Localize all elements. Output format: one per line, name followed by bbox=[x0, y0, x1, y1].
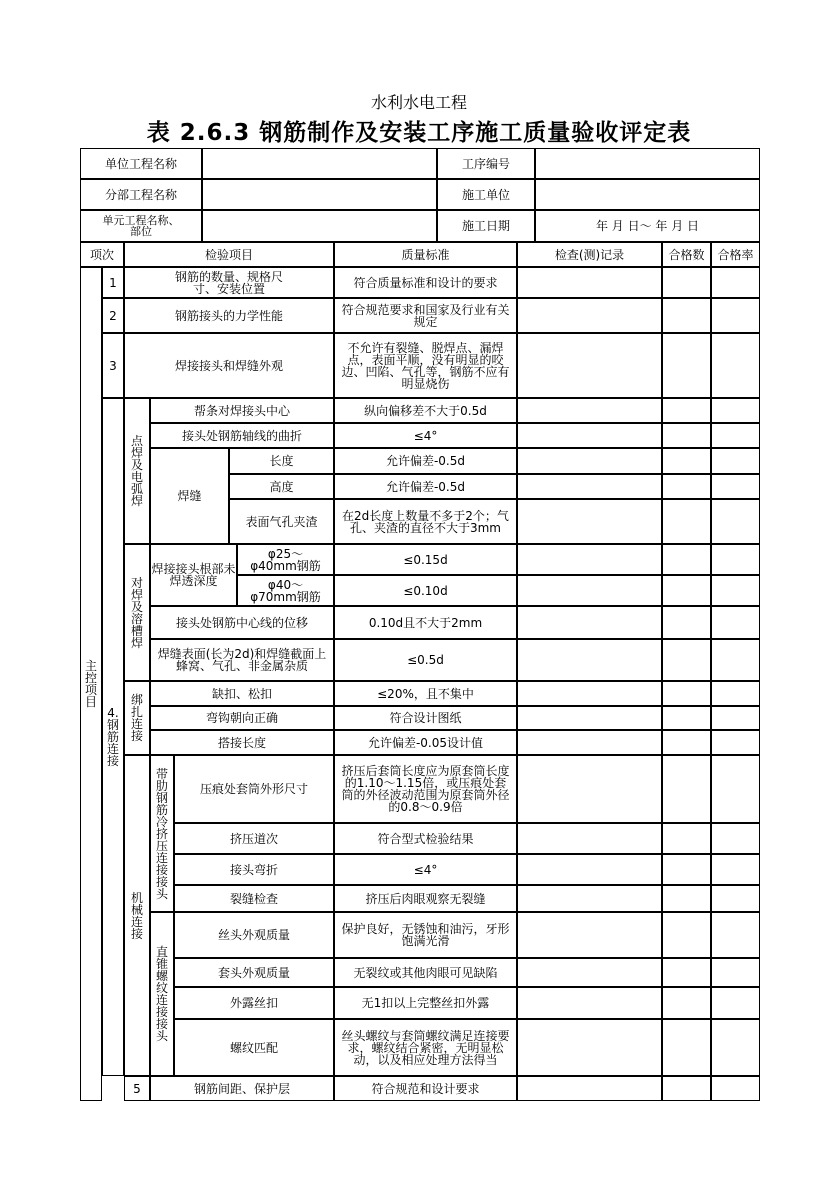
contractor-label bbox=[437, 179, 535, 210]
document-title: 表 2.6.3 钢筋制作及安装工序施工质量验收评定表 bbox=[146, 120, 692, 146]
date-label-text: 施工日期 bbox=[461, 219, 510, 233]
group-cold-press bbox=[150, 755, 174, 912]
inspection-item-text: 接头弯折 bbox=[229, 862, 278, 877]
record-input[interactable] bbox=[517, 681, 662, 706]
inspection-item bbox=[150, 423, 334, 448]
date-label bbox=[437, 210, 535, 242]
quality-standard bbox=[334, 823, 517, 854]
quality-standard bbox=[334, 987, 517, 1019]
quality-standard-text: 无1扣以上完整丝扣外露 bbox=[361, 996, 490, 1010]
quality-standard bbox=[334, 398, 517, 423]
group-butt-weld bbox=[124, 544, 150, 681]
qualified-count-input[interactable] bbox=[662, 987, 711, 1019]
quality-standard bbox=[334, 958, 517, 987]
qualified-count-input[interactable] bbox=[662, 267, 711, 298]
inspection-item bbox=[237, 575, 334, 606]
sub-project-label-text: 分部工程名称 bbox=[104, 187, 177, 202]
qualified-count-input[interactable] bbox=[662, 1076, 711, 1101]
qualified-rate-input[interactable] bbox=[711, 398, 760, 423]
unit-project-label-text: 单位工程名称 bbox=[104, 156, 177, 171]
qualified-rate-input[interactable] bbox=[711, 267, 760, 298]
qualified-rate-input[interactable] bbox=[711, 474, 760, 499]
qualified-rate-input[interactable] bbox=[711, 681, 760, 706]
record-input[interactable] bbox=[517, 706, 662, 730]
quality-standard-text: 允许偏差-0.05设计值 bbox=[367, 735, 484, 750]
qualified-rate-input[interactable] bbox=[711, 544, 760, 575]
col-inspection-text: 检验项目 bbox=[204, 247, 253, 262]
inspection-item-text: 弯钩朝向正确 bbox=[205, 711, 278, 725]
quality-standard-text: 符合设计图纸 bbox=[389, 711, 462, 725]
inspection-item-text: 高度 bbox=[269, 479, 294, 494]
inspection-item-text: 钢筋接头的力学性能 bbox=[174, 308, 283, 323]
qualified-rate-input[interactable] bbox=[711, 423, 760, 448]
quality-standard bbox=[334, 333, 517, 398]
inspection-item bbox=[174, 958, 334, 987]
qualified-rate-input[interactable] bbox=[711, 987, 760, 1019]
quality-standard-text: 无裂纹或其他肉眼可见缺陷 bbox=[353, 965, 498, 980]
record-input[interactable] bbox=[517, 912, 662, 958]
sub-project-input[interactable] bbox=[202, 179, 437, 210]
item-no: 5 bbox=[124, 1076, 150, 1101]
record-input[interactable] bbox=[517, 333, 662, 398]
inspection-item-text: 表面气孔夹渣 bbox=[245, 514, 318, 529]
quality-standard bbox=[334, 681, 517, 706]
qualified-count-input[interactable] bbox=[662, 854, 711, 885]
inspection-item bbox=[124, 267, 334, 298]
qualified-rate-input[interactable] bbox=[711, 854, 760, 885]
inspection-item bbox=[174, 1019, 334, 1076]
qualified-rate-input[interactable] bbox=[711, 885, 760, 912]
col-qualified-text: 合格数 bbox=[668, 247, 705, 262]
inspection-item-text: 缺扣、松扣 bbox=[211, 686, 272, 701]
col-standard-text: 质量标准 bbox=[401, 247, 450, 262]
col-qualified bbox=[662, 242, 711, 267]
record-input[interactable] bbox=[517, 544, 662, 575]
qualified-count-input[interactable] bbox=[662, 448, 711, 474]
process-no-label bbox=[437, 148, 535, 179]
record-input[interactable] bbox=[517, 823, 662, 854]
col-item bbox=[80, 242, 124, 267]
col-record bbox=[517, 242, 662, 267]
record-input[interactable] bbox=[517, 474, 662, 499]
quality-standard-text: 允许偏差-0.5d bbox=[385, 454, 466, 468]
qualified-rate-input[interactable] bbox=[711, 606, 760, 639]
quality-standard bbox=[334, 639, 517, 681]
quality-standard bbox=[334, 298, 517, 333]
record-input[interactable] bbox=[517, 267, 662, 298]
quality-standard-text: 0.10d且不大于2mm bbox=[368, 615, 483, 630]
process-no-label-text: 工序编号 bbox=[461, 156, 510, 171]
inspection-item bbox=[229, 499, 334, 544]
group-weld-seam-text: 焊缝 bbox=[177, 489, 202, 503]
inspection-item bbox=[229, 448, 334, 474]
record-input[interactable] bbox=[517, 854, 662, 885]
qualified-count-input[interactable] bbox=[662, 499, 711, 544]
group-steel-joint-text: 4.钢筋连接 bbox=[106, 706, 119, 768]
record-input[interactable] bbox=[517, 755, 662, 823]
date-value bbox=[535, 210, 760, 242]
quality-standard bbox=[334, 423, 517, 448]
record-input[interactable] bbox=[517, 958, 662, 987]
qualified-count-input[interactable] bbox=[662, 730, 711, 755]
process-no-input[interactable] bbox=[535, 148, 760, 179]
group-main-control bbox=[80, 267, 102, 1101]
quality-standard bbox=[334, 1019, 517, 1076]
col-standard bbox=[334, 242, 517, 267]
sub-project-label bbox=[80, 179, 202, 210]
qualified-count-input[interactable] bbox=[662, 398, 711, 423]
col-rate bbox=[711, 242, 760, 267]
quality-standard bbox=[334, 1076, 517, 1101]
inspection-item bbox=[174, 885, 334, 912]
item-no: 2 bbox=[102, 298, 124, 333]
element-label-text: 单元工程名称、部位 bbox=[102, 214, 180, 238]
record-input[interactable] bbox=[517, 606, 662, 639]
inspection-item-text: 钢筋间距、保护层 bbox=[193, 1081, 290, 1096]
quality-standard-text: 符合规范要求和国家及行业有关规定 bbox=[341, 302, 510, 329]
qualified-count-input[interactable] bbox=[662, 681, 711, 706]
quality-standard-text: 符合型式检验结果 bbox=[377, 831, 474, 846]
inspection-item bbox=[150, 398, 334, 423]
inspection-item-text: 挤压道次 bbox=[229, 831, 278, 846]
inspection-item-text: 搭接长度 bbox=[217, 735, 266, 750]
inspection-item-text: 丝头外观质量 bbox=[217, 928, 290, 942]
quality-standard bbox=[334, 885, 517, 912]
qualified-rate-input[interactable] bbox=[711, 639, 760, 681]
qualified-rate-input[interactable] bbox=[711, 706, 760, 730]
inspection-item-text: 钢筋的数量、规格尺寸、安装位置 bbox=[174, 269, 283, 296]
record-input[interactable] bbox=[517, 639, 662, 681]
qualified-rate-input[interactable] bbox=[711, 333, 760, 398]
quality-standard bbox=[334, 575, 517, 606]
quality-standard bbox=[334, 474, 517, 499]
inspection-item-text: 焊缝表面(长为2d)和焊缝截面上蜂窝、气孔、非金属杂质 bbox=[157, 647, 327, 673]
group-binding-text: 绑扎连接 bbox=[130, 693, 143, 743]
quality-standard-text: 挤压后套筒长度应为原套筒长度的1.10～1.15倍，或压痕处套筒的外径波动范围为原套筒外径的0.8～0.9倍 bbox=[341, 764, 510, 814]
element-label bbox=[80, 210, 202, 242]
qualified-count-input[interactable] bbox=[662, 333, 711, 398]
qualified-rate-input[interactable] bbox=[711, 298, 760, 333]
inspection-item bbox=[150, 681, 334, 706]
record-input[interactable] bbox=[517, 1076, 662, 1101]
inspection-item-text: φ40～φ70mm钢筋 bbox=[250, 577, 321, 604]
quality-standard-text: ≤0.10d bbox=[403, 583, 448, 598]
quality-standard bbox=[334, 912, 517, 958]
qualified-rate-input[interactable] bbox=[711, 755, 760, 823]
record-input[interactable] bbox=[517, 575, 662, 606]
quality-standard-text: ≤0.5d bbox=[407, 653, 444, 667]
quality-standard-text: 符合质量标准和设计的要求 bbox=[353, 275, 498, 290]
inspection-item bbox=[174, 987, 334, 1019]
quality-standard bbox=[334, 706, 517, 730]
inspection-item bbox=[237, 544, 334, 575]
inspection-item-text: 焊接接头和焊缝外观 bbox=[174, 358, 283, 373]
quality-standard-text: ≤4° bbox=[413, 862, 438, 877]
qualified-count-input[interactable] bbox=[662, 755, 711, 823]
record-input[interactable] bbox=[517, 398, 662, 423]
group-taper-thread-text: 直锥螺纹连接接头 bbox=[155, 945, 168, 1043]
qualified-rate-input[interactable] bbox=[711, 448, 760, 474]
qualified-count-input[interactable] bbox=[662, 298, 711, 333]
quality-standard-text: 纵向偏移差不大于0.5d bbox=[364, 403, 487, 418]
qualified-count-input[interactable] bbox=[662, 958, 711, 987]
quality-standard-text: ≤0.15d bbox=[403, 552, 448, 567]
qualified-count-input[interactable] bbox=[662, 544, 711, 575]
quality-standard bbox=[334, 267, 517, 298]
inspection-item-text: 接头处钢筋中心线的位移 bbox=[175, 615, 308, 630]
inspection-item bbox=[124, 298, 334, 333]
quality-standard-text: ≤4° bbox=[413, 428, 438, 443]
qualified-count-input[interactable] bbox=[662, 606, 711, 639]
group-weld-seam bbox=[150, 448, 229, 544]
record-input[interactable] bbox=[517, 1019, 662, 1076]
record-input[interactable] bbox=[517, 730, 662, 755]
qualified-count-input[interactable] bbox=[662, 639, 711, 681]
inspection-item bbox=[150, 1076, 334, 1101]
inspection-item bbox=[150, 606, 334, 639]
record-input[interactable] bbox=[517, 423, 662, 448]
qualified-rate-input[interactable] bbox=[711, 575, 760, 606]
qualified-count-input[interactable] bbox=[662, 823, 711, 854]
quality-standard-text: ≤20%，且不集中 bbox=[377, 686, 474, 701]
qualified-count-input[interactable] bbox=[662, 575, 711, 606]
inspection-item-text: 套头外观质量 bbox=[217, 965, 290, 980]
group-taper-thread bbox=[150, 912, 174, 1076]
inspection-item-text: 帮条对焊接头中心 bbox=[193, 403, 290, 418]
quality-standard bbox=[334, 544, 517, 575]
inspection-item-text: 压痕处套筒外形尺寸 bbox=[199, 782, 308, 796]
quality-standard-text: 符合规范和设计要求 bbox=[371, 1081, 480, 1096]
quality-standard bbox=[334, 606, 517, 639]
qualified-count-input[interactable] bbox=[662, 423, 711, 448]
quality-standard-text: 不允许有裂缝、脱焊点、漏焊点，表面平顺，没有明显的咬边、凹陷、气孔等，钢筋不应有明显烧伤 bbox=[341, 340, 510, 391]
group-steel-joint bbox=[102, 398, 124, 1076]
group-main-control-text: 主控项目 bbox=[84, 659, 97, 709]
group-weld-depth-text: 焊接接头根部未焊透深度 bbox=[151, 562, 236, 588]
inspection-item bbox=[150, 706, 334, 730]
item-no: 1 bbox=[102, 267, 124, 298]
date-value-text: 年 月 日～ 年 月 日 bbox=[595, 219, 700, 233]
inspection-item-text: 裂缝检查 bbox=[229, 891, 278, 906]
inspection-item bbox=[124, 333, 334, 398]
qualified-rate-input[interactable] bbox=[711, 730, 760, 755]
group-mechanical bbox=[124, 755, 150, 1076]
quality-standard bbox=[334, 499, 517, 544]
quality-standard-text: 允许偏差-0.5d bbox=[385, 479, 466, 494]
col-record-text: 检查(测)记录 bbox=[554, 247, 625, 262]
quality-standard-text: 在2d长度上数量不多于2个；气孔、夹渣的直径不大于3mm bbox=[342, 508, 509, 535]
group-cold-press-text: 带肋钢筋冷挤压连接接头 bbox=[155, 766, 168, 901]
group-weld-depth bbox=[150, 544, 237, 606]
quality-standard-text: 保护良好，无锈蚀和油污，牙形饱满光滑 bbox=[341, 922, 510, 948]
quality-standard bbox=[334, 854, 517, 885]
contractor-input[interactable] bbox=[535, 179, 760, 210]
qualified-rate-input[interactable] bbox=[711, 823, 760, 854]
unit-project-label bbox=[80, 148, 202, 179]
contractor-label-text: 施工单位 bbox=[461, 187, 510, 202]
col-inspection bbox=[124, 242, 334, 267]
inspection-item bbox=[229, 474, 334, 499]
qualified-count-input[interactable] bbox=[662, 474, 711, 499]
group-spot-weld-text: 点焊及电弧焊 bbox=[130, 434, 143, 508]
qualified-rate-input[interactable] bbox=[711, 1019, 760, 1076]
quality-standard bbox=[334, 448, 517, 474]
inspection-item-text: φ25～φ40mm钢筋 bbox=[250, 546, 321, 573]
inspection-item-text: 接头处钢筋轴线的曲折 bbox=[181, 428, 302, 443]
inspection-item bbox=[174, 755, 334, 823]
record-input[interactable] bbox=[517, 448, 662, 474]
inspection-item bbox=[150, 730, 334, 755]
group-mechanical-text: 机械连接 bbox=[130, 890, 143, 941]
col-item-text: 项次 bbox=[89, 247, 114, 262]
quality-standard-text: 丝头螺纹与套筒螺纹满足连接要求，螺纹结合紧密，无明显松动，以及相应处理方法得当 bbox=[341, 1028, 510, 1067]
inspection-item-text: 长度 bbox=[269, 454, 294, 468]
qualified-count-input[interactable] bbox=[662, 706, 711, 730]
inspection-item bbox=[174, 854, 334, 885]
qualified-count-input[interactable] bbox=[662, 1019, 711, 1076]
item-no: 3 bbox=[102, 333, 124, 398]
qualified-rate-input[interactable] bbox=[711, 958, 760, 987]
qualified-rate-input[interactable] bbox=[711, 1076, 760, 1101]
inspection-item bbox=[174, 912, 334, 958]
quality-standard bbox=[334, 755, 517, 823]
quality-standard-text: 挤压后肉眼观察无裂缝 bbox=[365, 891, 486, 906]
unit-project-input[interactable] bbox=[202, 148, 437, 179]
element-input[interactable] bbox=[202, 210, 437, 242]
inspection-item bbox=[174, 823, 334, 854]
group-butt-weld-text: 对焊及溶槽焊 bbox=[130, 575, 143, 650]
inspection-item-text: 外露丝扣 bbox=[229, 996, 278, 1010]
qualified-count-input[interactable] bbox=[662, 912, 711, 958]
group-binding bbox=[124, 681, 150, 755]
record-input[interactable] bbox=[517, 298, 662, 333]
qualified-count-input[interactable] bbox=[662, 885, 711, 912]
record-input[interactable] bbox=[517, 885, 662, 912]
group-spot-weld bbox=[124, 398, 150, 544]
quality-standard bbox=[334, 730, 517, 755]
record-input[interactable] bbox=[517, 987, 662, 1019]
inspection-item bbox=[150, 639, 334, 681]
record-input[interactable] bbox=[517, 499, 662, 544]
col-rate-text: 合格率 bbox=[717, 247, 754, 262]
qualified-rate-input[interactable] bbox=[711, 912, 760, 958]
inspection-item-text: 螺纹匹配 bbox=[229, 1040, 278, 1055]
document-subtitle: 水利水电工程 bbox=[370, 93, 467, 112]
qualified-rate-input[interactable] bbox=[711, 499, 760, 544]
